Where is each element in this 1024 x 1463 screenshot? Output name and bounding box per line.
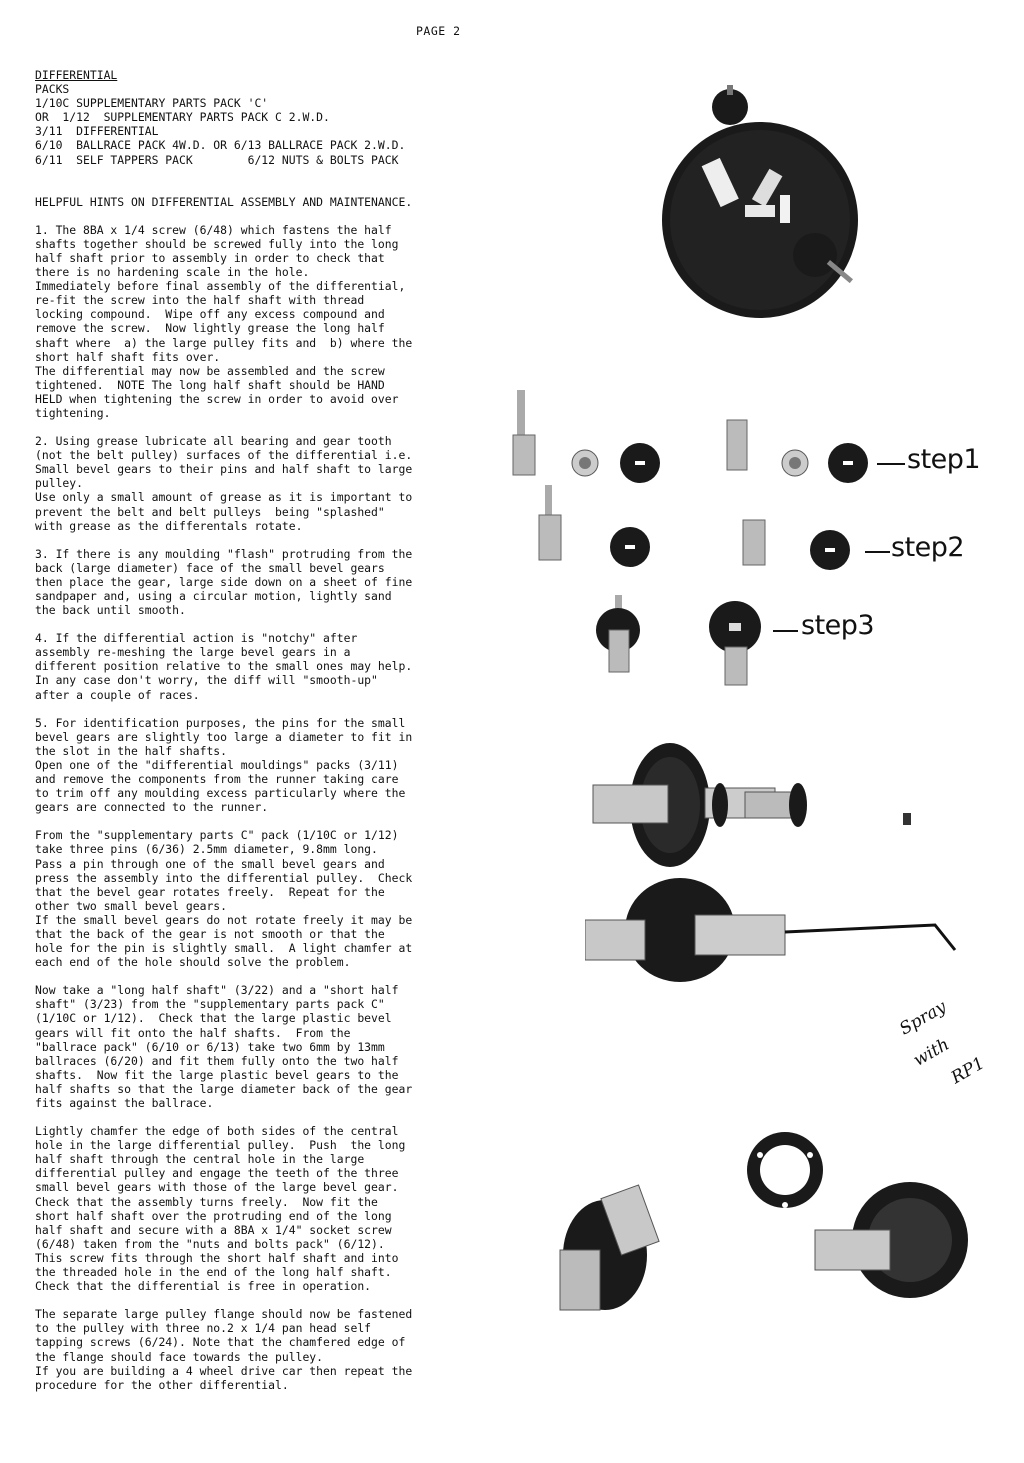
- paragraph-pins: From the "supplementary parts C" pack (1/10C or 1/12) take three pins (6/36) 2.5mm diameter, 9.8mm long. Pass a pin through one of the small bevel gears and press the assembly into the differential pulley. Check that the bevel gear rotates freely. Repeat for the other two small bevel gears. If the small bevel gears do not rotate freely it may be that the back of the gear is not smooth or that the hole for the pin is slightly small. A light chamfer at each end of the hole should solve the problem.: [35, 828, 413, 970]
- step3-arrow: [773, 630, 798, 632]
- step2-label: step2: [891, 532, 965, 563]
- paragraph-assembly: Lightly chamfer the edge of both sides of the central hole in the large differential pulley. Push the long half shaft through the central hole in the large differential pulley and engage the teeth of the three small bevel gears with those of the large bevel gear. Check that the assembly turns freely. Now fit the short half shaft over the protruding end of the long half shaft and secure with a 8BA x 1/4" socket screw (6/48) taken from the "nuts and bolts pack" (6/12). This screw fits through the short half shaft and into the threaded hole in the end of the long half shaft. Check that the differential is free in operation.: [35, 1124, 406, 1294]
- paragraph-1: 1. The 8BA x 1/4 screw (6/48) which fastens the half shafts together should be screwed fully into the long half shaft prior to assembly in order to check that there is no hardening scale in the hole. Immediately before final assembly of the differential, re-fit the screw into the half shaft with thread locking compound. Wipe off any excess compound and remove the screw. Now lightly grease the long half shaft where a) the large pulley fits and b) where the short half shaft fits over. The differential may now be assembled and the screw tightened. NOTE The long half shaft should be HAND HELD when tightening the screw in order to avoid over tightening.: [35, 222, 413, 420]
- section-heading: DIFFERENTIAL: [35, 68, 118, 82]
- step1-label: step1: [907, 444, 981, 475]
- parts-line: 6/11 SELF TAPPERS PACK 6/12 NUTS & BOLTS PACK: [35, 152, 399, 167]
- step2-arrow: [865, 551, 890, 553]
- instructions-column: [35, 68, 505, 1406]
- parts-line: 6/10 BALLRACE PACK 4W.D. OR 6/13 BALLRACE PACK 2.W.D.: [35, 138, 406, 153]
- paragraph-half-shafts: Now take a "long half shaft" (3/22) and a "short half shaft" (3/23) from the "supplementary parts pack C" (1/10C or 1/12). Check that the large plastic bevel gears will fit onto the half shafts. From the "ballrace pack" (6/10 or 6/13) take two 6mm by 13mm ballraces (6/20) and fit them fully onto the two half shafts. Now fit the large plastic bevel gears to the half shafts so that the large diameter back of the gear fits against the ballrace.: [35, 983, 413, 1110]
- hints-title: HELPFUL HINTS ON DIFFERENTIAL ASSEMBLY AND MAINTENANCE.: [35, 194, 413, 209]
- parts-line: OR 1/12 SUPPLEMENTARY PARTS PACK C 2.W.D.: [35, 110, 330, 125]
- handnote-line-2: with: [910, 1034, 953, 1071]
- page-number: PAGE 2: [416, 24, 461, 38]
- paragraph-flange: The separate large pulley flange should now be fastened to the pulley with three no.2 x 1/4 pan head self tapping screws (6/24). Note that the chamfered edge of the flange should face towards the pulley. If you are building a 4 wheel drive car then repeat the procedure for the other differential.: [35, 1307, 413, 1392]
- parts-line: PACKS: [35, 82, 70, 97]
- step3-label: step3: [801, 610, 875, 641]
- assembly-photo: [585, 740, 965, 990]
- handwritten-note: [870, 981, 996, 1123]
- paragraph-2: 2. Using grease lubricate all bearing and gear tooth (not the belt pulley) surfaces of the differential i.e. Small bevel gears to their pins and half shaft to large pulley. Use only a small amount of grease as it is important to prevent the belt and belt pulleys being "splashed" with grease as the differentals rotate.: [35, 434, 413, 533]
- photo-column: [505, 0, 1024, 1463]
- handnote-line-1: Spray: [896, 996, 950, 1040]
- handnote-line-3: RP1: [947, 1053, 989, 1089]
- finished-differential-photo: [545, 1130, 1005, 1320]
- paragraph-3: 3. If there is any moulding "flash" protruding from the back (large diameter) face of the small bevel gears then place the gear, large side down on a sheet of fine sandpaper and, using a circular motion, lightly sand the back until smooth.: [35, 546, 413, 618]
- parts-line: 3/11 DIFFERENTIAL: [35, 124, 159, 139]
- parts-line: 1/10C SUPPLEMENTARY PARTS PACK 'C': [35, 96, 269, 111]
- paragraph-5: 5. For identification purposes, the pins for the small bevel gears are slightly too large a diameter to fit in the slot in the half shafts. Open one of the "differential mouldings" packs (3/11) and remove the components from the runner taking care to trim off any moulding excess particularly where the gears are connected to the runner.: [35, 715, 413, 815]
- pulley-gears-photo: [650, 85, 890, 375]
- paragraph-4: 4. If the differential action is "notchy" after assembly re-meshing the large bevel gears in a different position relative to the small ones may help. In any case don't worry, the diff will "smooth-up" after a couple of races.: [35, 631, 413, 702]
- step1-arrow: [877, 463, 905, 465]
